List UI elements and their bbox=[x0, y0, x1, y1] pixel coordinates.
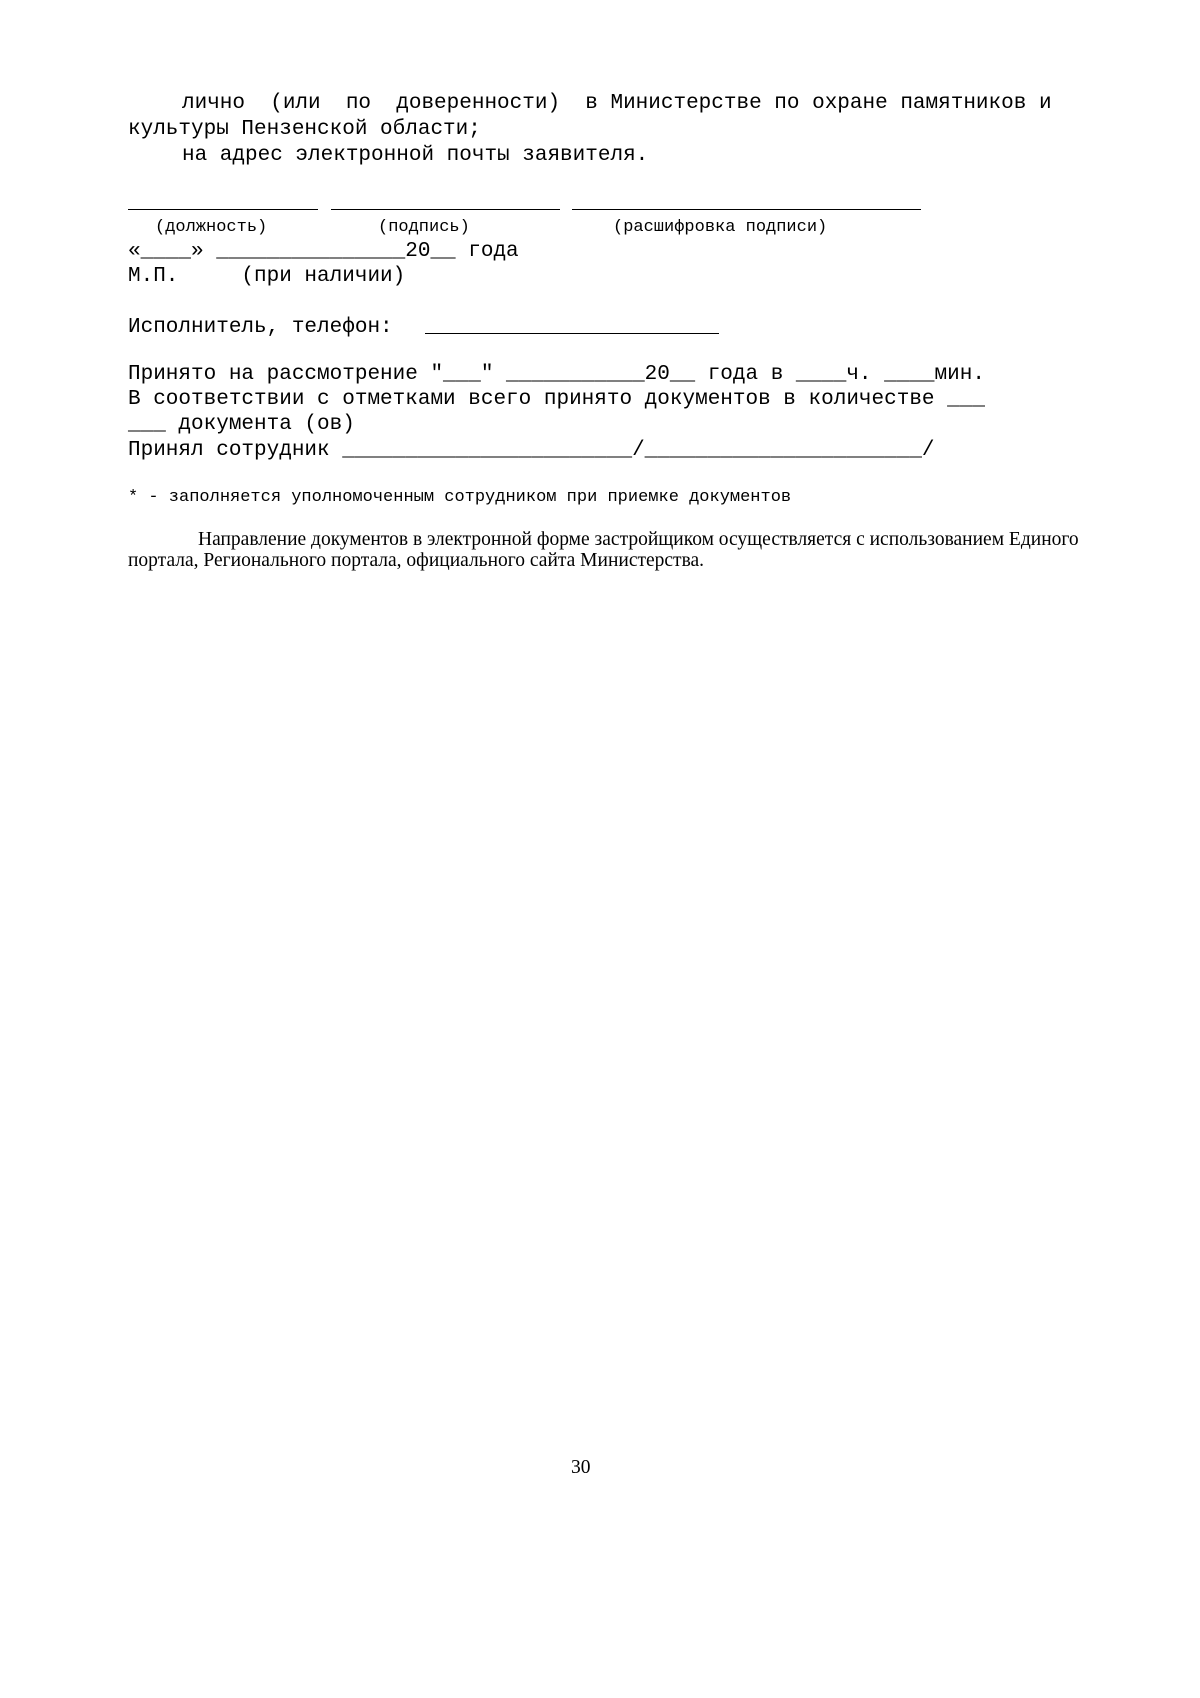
page-number: 30 bbox=[571, 1457, 591, 1478]
position-underline bbox=[128, 209, 318, 210]
delivery-option-email: на адрес электронной почты заявителя. bbox=[182, 144, 649, 167]
footnote: * - заполняется уполномоченным сотрудником при приемке документов bbox=[128, 488, 792, 507]
signature-caption: (подпись) bbox=[378, 218, 470, 237]
documents-count-cont: ___ документа (ов) bbox=[128, 413, 355, 436]
acceptance-line: Принято на рассмотрение "___" ___________20__ года в ____ч. ____мин. bbox=[128, 363, 985, 386]
documents-count-line: В соответствии с отметками всего принято документов в количестве ___ bbox=[128, 388, 985, 411]
electronic-submission-note: Направление документов в электронной форме застройщиком осуществляется с использованием Единого bbox=[198, 529, 1079, 550]
accepted-by-line: Принял сотрудник _______________________/______________________/ bbox=[128, 439, 935, 462]
stamp-line: М.П. (при наличии) bbox=[128, 265, 406, 288]
executor-underline bbox=[425, 333, 719, 334]
delivery-option-in-person: лично (или по доверенности) в Министерстве по охране памятников и bbox=[182, 92, 1052, 115]
delivery-option-in-person-cont: культуры Пензенской области; bbox=[128, 118, 481, 141]
executor-label: Исполнитель, телефон: bbox=[128, 316, 393, 339]
electronic-submission-note-cont: портала, Регионального портала, официального сайта Министерства. bbox=[128, 550, 705, 571]
signature-decode-caption: (расшифровка подписи) bbox=[613, 218, 828, 237]
date-line: «____» _______________20__ года bbox=[128, 240, 519, 263]
signature-underline bbox=[331, 209, 560, 210]
position-caption: (должность) bbox=[155, 218, 268, 237]
signature-decode-underline bbox=[572, 209, 921, 210]
